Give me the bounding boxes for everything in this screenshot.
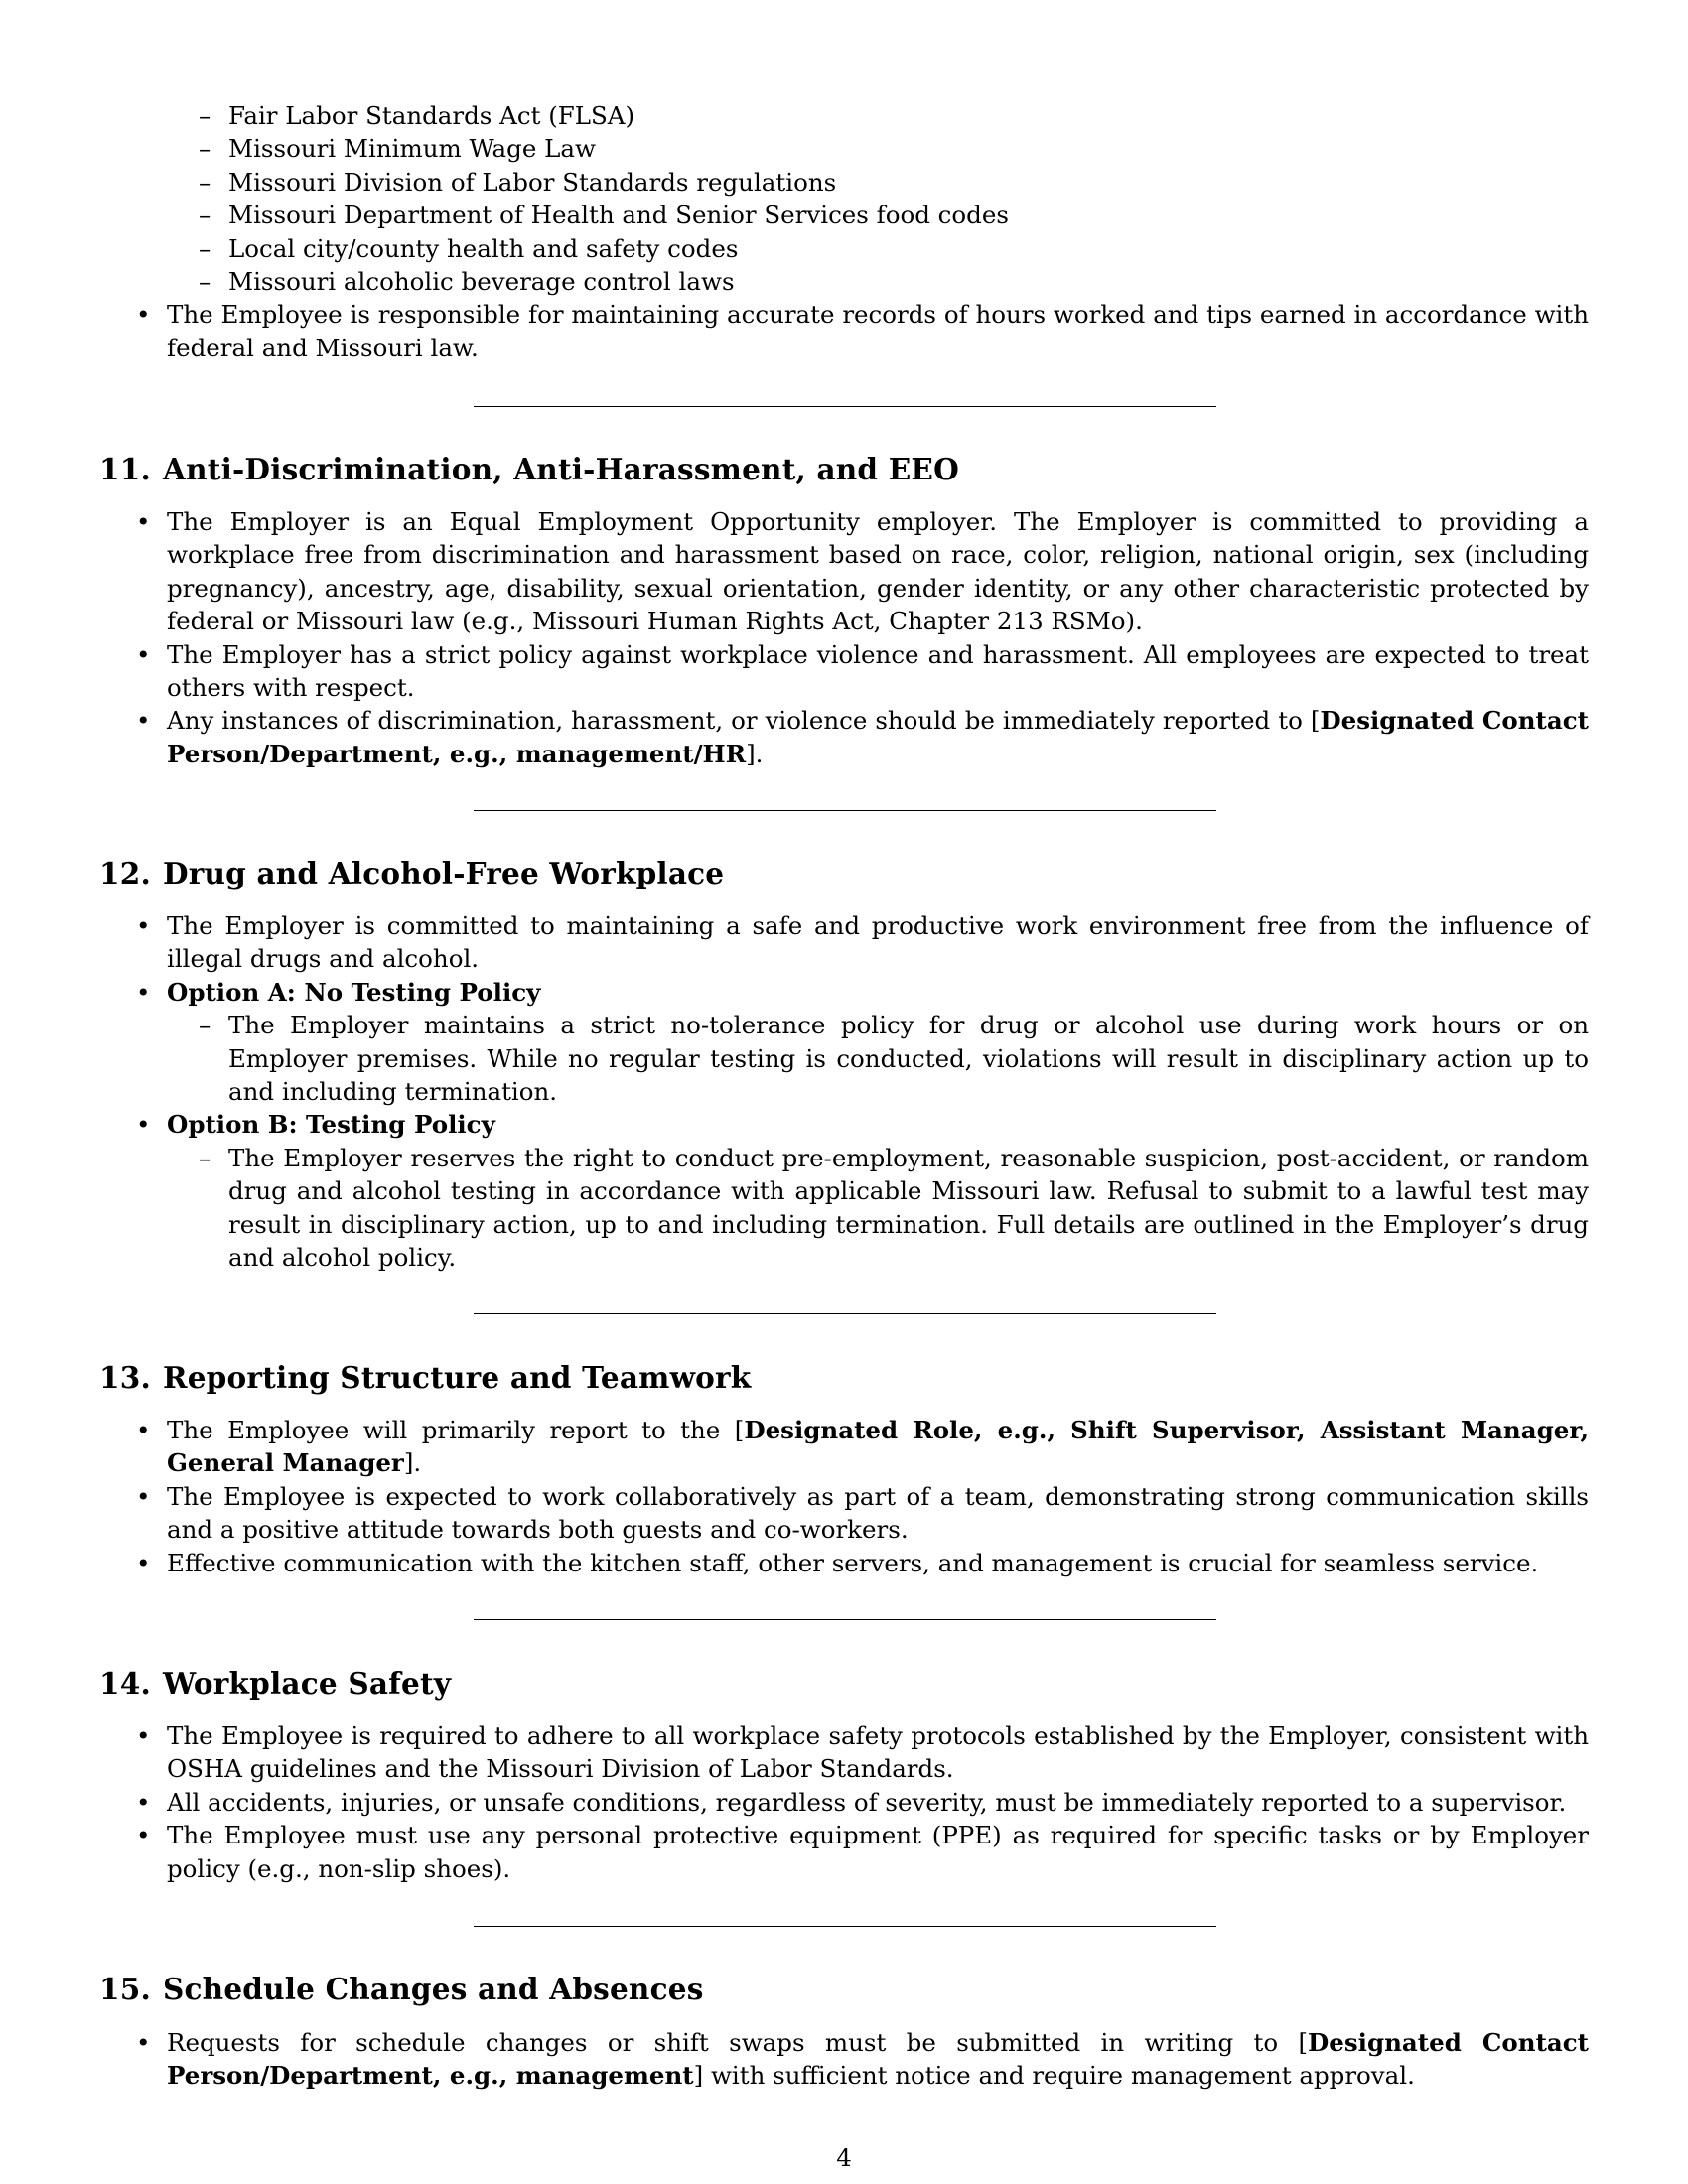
option-a-bullet xyxy=(99,976,1589,1109)
section-number: 12. xyxy=(99,856,151,890)
placeholder-contact: Designated Contact Person/Department, e.g., management/HR xyxy=(167,706,1589,768)
section-14-body xyxy=(99,1719,1589,1885)
ppe-bullet: • The Employee must use any personal protective equipment (PPE) as required for specific tasks or by Employer policy (e.g., non-slip shoes). xyxy=(99,1819,1589,1885)
text-run: Any instances of discrimination, harassment, or violence should be immediately reported to [ xyxy=(167,706,1321,736)
section-12-body xyxy=(99,909,1589,1274)
accident-reporting-bullet: • All accidents, injuries, or unsafe conditions, regardless of severity, must be immediately reported to a supervisor. xyxy=(99,1786,1589,1819)
text-run: The Employee will primarily report to the [ xyxy=(167,1416,745,1444)
placeholder-contact: Designated Contact Person/Department, e.g., management xyxy=(167,2028,1589,2091)
law-list-item: – Missouri alcoholic beverage control laws xyxy=(99,265,1589,298)
text-run: ]. xyxy=(403,1448,422,1478)
safety-protocols-bullet: • The Employee is required to adhere to all workplace safety protocols established by the Employer, consistent with OSHA guidelines and the Missouri Division of Labor Standards. xyxy=(99,1719,1589,1786)
reporting-bullet xyxy=(99,704,1589,770)
drug-free-bullet: • The Employer is committed to maintaining a safe and productive work environment free from the influence of illegal drugs and alcohol. xyxy=(99,909,1589,976)
section-title: Schedule Changes and Absences xyxy=(163,1972,704,2006)
law-list-item: – Missouri Minimum Wage Law xyxy=(99,132,1589,165)
section-13-body xyxy=(99,1414,1589,1579)
section-divider xyxy=(474,810,1216,811)
section-title: Workplace Safety xyxy=(163,1666,452,1701)
report-to-bullet xyxy=(99,1414,1589,1480)
option-b-bullet xyxy=(99,1108,1589,1274)
law-list-section xyxy=(99,99,1589,364)
text-run: ] with sufficient notice and require management approval. xyxy=(693,2061,1415,2091)
placeholder-role: Designated Role, e.g., Shift Supervisor, Assistant Manager, General Manager xyxy=(167,1416,1589,1478)
law-list xyxy=(99,99,1589,364)
text-run: ]. xyxy=(746,739,764,768)
option-b-label: Option B: Testing Policy xyxy=(167,1110,495,1140)
section-title: Reporting Structure and Teamwork xyxy=(163,1360,752,1395)
section-number: 14. xyxy=(99,1666,151,1701)
communication-bullet: • Effective communication with the kitchen staff, other servers, and management is crucial for seamless service. xyxy=(99,1547,1589,1579)
teamwork-bullet: • The Employee is expected to work collaboratively as part of a team, demonstrating strong communication skills and a positive attitude towards both guests and co-workers. xyxy=(99,1480,1589,1547)
section-13-heading xyxy=(99,1360,751,1396)
violence-policy-bullet: • The Employer has a strict policy against workplace violence and harassment. All employees are expected to treat others with respect. xyxy=(99,638,1589,705)
option-a-text: – The Employer maintains a strict no-tolerance policy for drug or alcohol use during work hours or on Employer premises. While no regular testing is conducted, violations will result in disciplinary action up to and including termination. xyxy=(167,1009,1589,1108)
option-a-label: Option A: No Testing Policy xyxy=(167,977,541,1007)
law-list-item: – Fair Labor Standards Act (FLSA) xyxy=(99,99,1589,132)
section-divider xyxy=(474,1926,1216,1927)
section-12-heading xyxy=(99,856,724,891)
records-bullet: • The Employee is responsible for maintaining accurate records of hours worked and tips earned in accordance with federal and Missouri law. xyxy=(99,298,1589,364)
section-11-heading xyxy=(99,452,959,487)
section-14-heading xyxy=(99,1666,451,1702)
section-divider xyxy=(474,1619,1216,1620)
section-number: 13. xyxy=(99,1360,151,1395)
section-number: 11. xyxy=(99,452,151,486)
law-list-item: – Missouri Department of Health and Senior Services food codes xyxy=(99,199,1589,231)
section-11-body xyxy=(99,505,1589,770)
section-15-heading xyxy=(99,1972,704,2007)
section-number: 15. xyxy=(99,1972,151,2006)
schedule-change-bullet xyxy=(99,2026,1589,2093)
page-number: 4 xyxy=(836,2143,852,2172)
law-list-item: – Missouri Division of Labor Standards regulations xyxy=(99,166,1589,199)
eeo-bullet: • The Employer is an Equal Employment Opportunity employer. The Employer is committed to providing a workplace free from discrimination and harassment based on race, color, religion, national origin, sex (including pregnancy), ancestry, age, disability, sexual orientation, gender identity, or any other characteristic protected by federal or Missouri law (e.g., Missouri Human Rights Act, Chapter 213 RSMo). xyxy=(99,505,1589,638)
section-title: Drug and Alcohol-Free Workplace xyxy=(163,856,725,890)
law-list-item: – Local city/county health and safety codes xyxy=(99,232,1589,265)
text-run: Requests for schedule changes or shift swaps must be submitted in writing to [ xyxy=(167,2028,1309,2057)
section-divider xyxy=(474,406,1216,407)
option-b-text: – The Employer reserves the right to conduct pre-employment, reasonable suspicion, post-accident, or random drug and alcohol testing in accordance with applicable Missouri law. Refusal to submit to a lawful test may result in disciplinary action, up to and including termination. Full details are outlined in the Employer’s drug and alcohol policy. xyxy=(167,1142,1589,1275)
section-15-body xyxy=(99,2026,1589,2093)
section-title: Anti-Discrimination, Anti-Harassment, and EEO xyxy=(163,452,959,486)
section-divider xyxy=(474,1313,1216,1314)
